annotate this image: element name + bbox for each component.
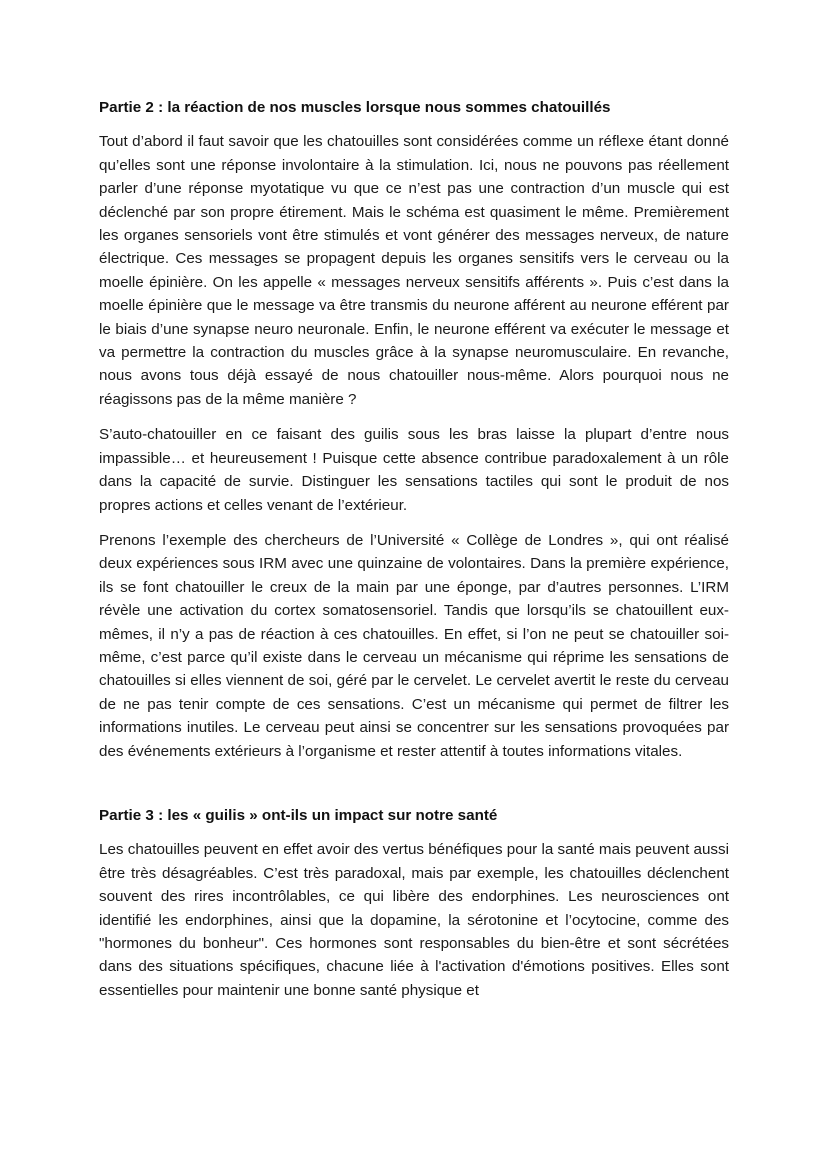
section-heading-part-3: Partie 3 : les « guilis » ont-ils un impact sur notre santé bbox=[99, 806, 498, 824]
section-part-2 bbox=[99, 96, 729, 763]
paragraph: Prenons l’exemple des chercheurs de l’Université « Collège de Londres », qui ont réalisé deux expériences sous IRM avec une quinzaine de volontaires. Dans la première expérience, ils se font chatouiller le creux de la main par une éponge, par d’autres personnes. L’IRM révèle une activation du cortex somatosensoriel. Tandis que lorsqu’ils se chatouillent eux-mêmes, il n’y a pas de réaction à ces chatouilles. En effet, si l’on ne peut se chatouiller soi-même, c’est parce qu’il existe dans le cerveau un mécanisme qui réprime les sensations de chatouilles si elles viennent de soi, géré par le cervelet. Le cervelet avertit le reste du cerveau de ne pas tenir compte de ces sensations. C’est un mécanisme qui permet de filtrer les informations inutiles. Le cerveau peut ainsi se concentrer sur les sensations provoquées par des événements extérieurs à l’organisme et rester attentif à toutes informations vitales. bbox=[99, 531, 729, 760]
paragraph: Les chatouilles peuvent en effet avoir des vertus bénéfiques pour la santé mais peuvent aussi être très désagréables. C’est très paradoxal, mais par exemple, les chatouilles déclenchent souvent des rires incontrôlables, ce qui libère des endorphines. Les neurosciences ont identifié les endorphines, ainsi que la dopamine, la sérotonine et l’ocytocine, comme des "hormones du bonheur". Ces hormones sont responsables du bien-être et sont sécrétées dans des situations spécifiques, chacune liée à l'activation d'émotions positives. Elles sont essentielles pour maintenir une bonne santé physique et bbox=[99, 841, 729, 999]
section-part-3 bbox=[99, 804, 729, 1002]
paragraph: S’auto-chatouiller en ce faisant des guilis sous les bras laisse la plupart d’entre nous impassible… et heureusement ! Puisque cette absence contribue paradoxalement à un rôle dans la capacité de survie. Distinguer les sensations tactiles qui sont le produit de nos propres actions et celles venant de l’extérieur. bbox=[99, 426, 729, 514]
section-heading-part-2: Partie 2 : la réaction de nos muscles lorsque nous sommes chatouillés bbox=[99, 99, 611, 116]
document-page bbox=[99, 96, 729, 1014]
section-spacer bbox=[99, 775, 729, 804]
paragraph: Tout d’abord il faut savoir que les chatouilles sont considérées comme un réflexe étant donné qu’elles sont une réponse involontaire à la stimulation. Ici, nous ne pouvons pas réellement parler d’une réponse myotatique vu que ce n’est pas une contraction d’un muscle qui est déclenché par son propre étirement. Mais le schéma est quasiment le même. Premièrement les organes sensoriels vont être stimulés et vont générer des messages nerveux, de nature électrique. Ces messages se propagent depuis les organes sensitifs vers le cerveau ou la moelle épinière. On les appelle « messages nerveux sensitifs afférents ». Puis c’est dans la moelle épinière que le message va être transmis du neurone afférent au neurone efférent par le biais d’une synapse neuro neuronale. Enfin, le neurone efférent va exécuter le message et va permettre la contraction du muscles grâce à la synapse neuromusculaire. En revanche, nous avons tous déjà essayé de nous chatouiller nous-même. Alors pourquoi nous ne réagissons pas de la même manière ? bbox=[99, 133, 729, 408]
